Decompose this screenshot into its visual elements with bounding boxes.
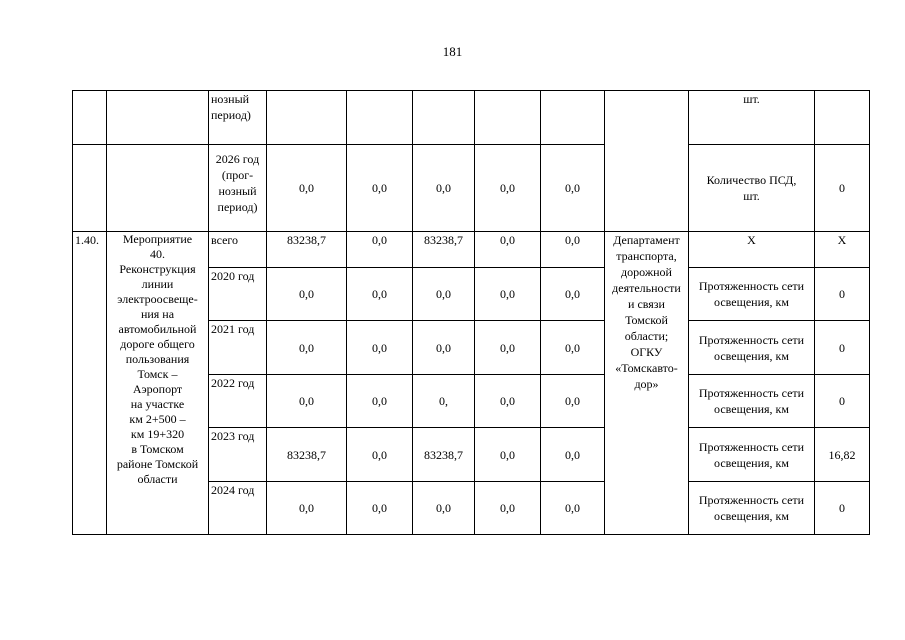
value-cell: 0,0 xyxy=(347,428,413,482)
value-cell: 0,0 xyxy=(413,321,475,375)
period-cell: 2020 год xyxy=(209,268,267,321)
value-cell: 0,0 xyxy=(347,145,413,232)
measure-number-cell xyxy=(73,91,107,145)
value-cell: 0,0 xyxy=(347,232,413,268)
value-cell: 0,0 xyxy=(541,145,605,232)
value-cell: 0,0 xyxy=(475,145,541,232)
value-cell: 0,0 xyxy=(541,232,605,268)
indicator-value-cell: 16,82 xyxy=(815,428,870,482)
value-cell: 0,0 xyxy=(541,268,605,321)
value-cell xyxy=(413,91,475,145)
value-cell xyxy=(267,91,347,145)
indicator-value-cell: 0 xyxy=(815,145,870,232)
table-row xyxy=(73,91,870,145)
value-cell: 0,0 xyxy=(267,145,347,232)
value-cell: 83238,7 xyxy=(413,428,475,482)
executor-cell xyxy=(605,91,689,232)
period-cell: 2021 год xyxy=(209,321,267,375)
value-cell: 0,0 xyxy=(267,268,347,321)
value-cell: 0,0 xyxy=(347,482,413,535)
indicator-cell: Протяженность сети освещения, км xyxy=(689,375,815,428)
value-cell: 0,0 xyxy=(413,268,475,321)
indicator-value-cell: 0 xyxy=(815,268,870,321)
value-cell: 0,0 xyxy=(475,482,541,535)
value-cell: 0,0 xyxy=(347,268,413,321)
value-cell: 83238,7 xyxy=(413,232,475,268)
indicator-value-cell: 0 xyxy=(815,482,870,535)
value-cell: 0,0 xyxy=(413,145,475,232)
indicator-cell: Протяженность сети освещения, км xyxy=(689,482,815,535)
period-cell: 2023 год xyxy=(209,428,267,482)
table-row xyxy=(73,232,870,268)
indicator-value-cell: 0 xyxy=(815,321,870,375)
value-cell xyxy=(347,91,413,145)
measure-number-cell: 1.40. xyxy=(73,232,107,535)
measure-description-cell xyxy=(107,145,209,232)
indicator-value-cell xyxy=(815,91,870,145)
indicator-cell: Протяженность сети освещения, км xyxy=(689,428,815,482)
value-cell: 83238,7 xyxy=(267,232,347,268)
period-cell: 2024 год xyxy=(209,482,267,535)
value-cell: 0,0 xyxy=(475,375,541,428)
value-cell: 0,0 xyxy=(475,232,541,268)
value-cell xyxy=(475,91,541,145)
value-cell: 0,0 xyxy=(347,321,413,375)
executor-cell: Департамент транспорта, дорожной деятельности и связи Томской области; ОГКУ «Томскавто- дор» xyxy=(605,232,689,535)
value-cell: 0, xyxy=(413,375,475,428)
value-cell: 0,0 xyxy=(475,268,541,321)
indicator-cell: Х xyxy=(689,232,815,268)
period-cell: всего xyxy=(209,232,267,268)
value-cell: 0,0 xyxy=(541,321,605,375)
table-row xyxy=(73,145,870,232)
value-cell: 0,0 xyxy=(475,321,541,375)
value-cell: 0,0 xyxy=(267,375,347,428)
indicator-value-cell: 0 xyxy=(815,375,870,428)
period-cell: 2026 год (прог- нозный период) xyxy=(209,145,267,232)
value-cell: 0,0 xyxy=(541,375,605,428)
indicator-value-cell: Х xyxy=(815,232,870,268)
period-cell: нозный период) xyxy=(209,91,267,145)
page-number: 181 xyxy=(442,44,463,59)
value-cell: 0,0 xyxy=(413,482,475,535)
indicator-cell: Количество ПСД, шт. xyxy=(689,145,815,232)
measure-description-cell: Мероприятие 40. Реконструкция линии электроосвеще- ния на автомобильной дороге общего пользования Томск – Аэропорт на участке км 2+500 – км 19+320 в Томском районе Томской области xyxy=(107,232,209,535)
indicator-cell: шт. xyxy=(689,91,815,145)
value-cell: 0,0 xyxy=(347,375,413,428)
measures-table xyxy=(72,90,870,535)
value-cell: 0,0 xyxy=(267,321,347,375)
value-cell: 0,0 xyxy=(541,482,605,535)
value-cell: 0,0 xyxy=(475,428,541,482)
value-cell xyxy=(541,91,605,145)
indicator-cell: Протяженность сети освещения, км xyxy=(689,268,815,321)
measure-description-cell xyxy=(107,91,209,145)
value-cell: 83238,7 xyxy=(267,428,347,482)
period-cell: 2022 год xyxy=(209,375,267,428)
indicator-cell: Протяженность сети освещения, км xyxy=(689,321,815,375)
measure-number-cell xyxy=(73,145,107,232)
value-cell: 0,0 xyxy=(267,482,347,535)
value-cell: 0,0 xyxy=(541,428,605,482)
